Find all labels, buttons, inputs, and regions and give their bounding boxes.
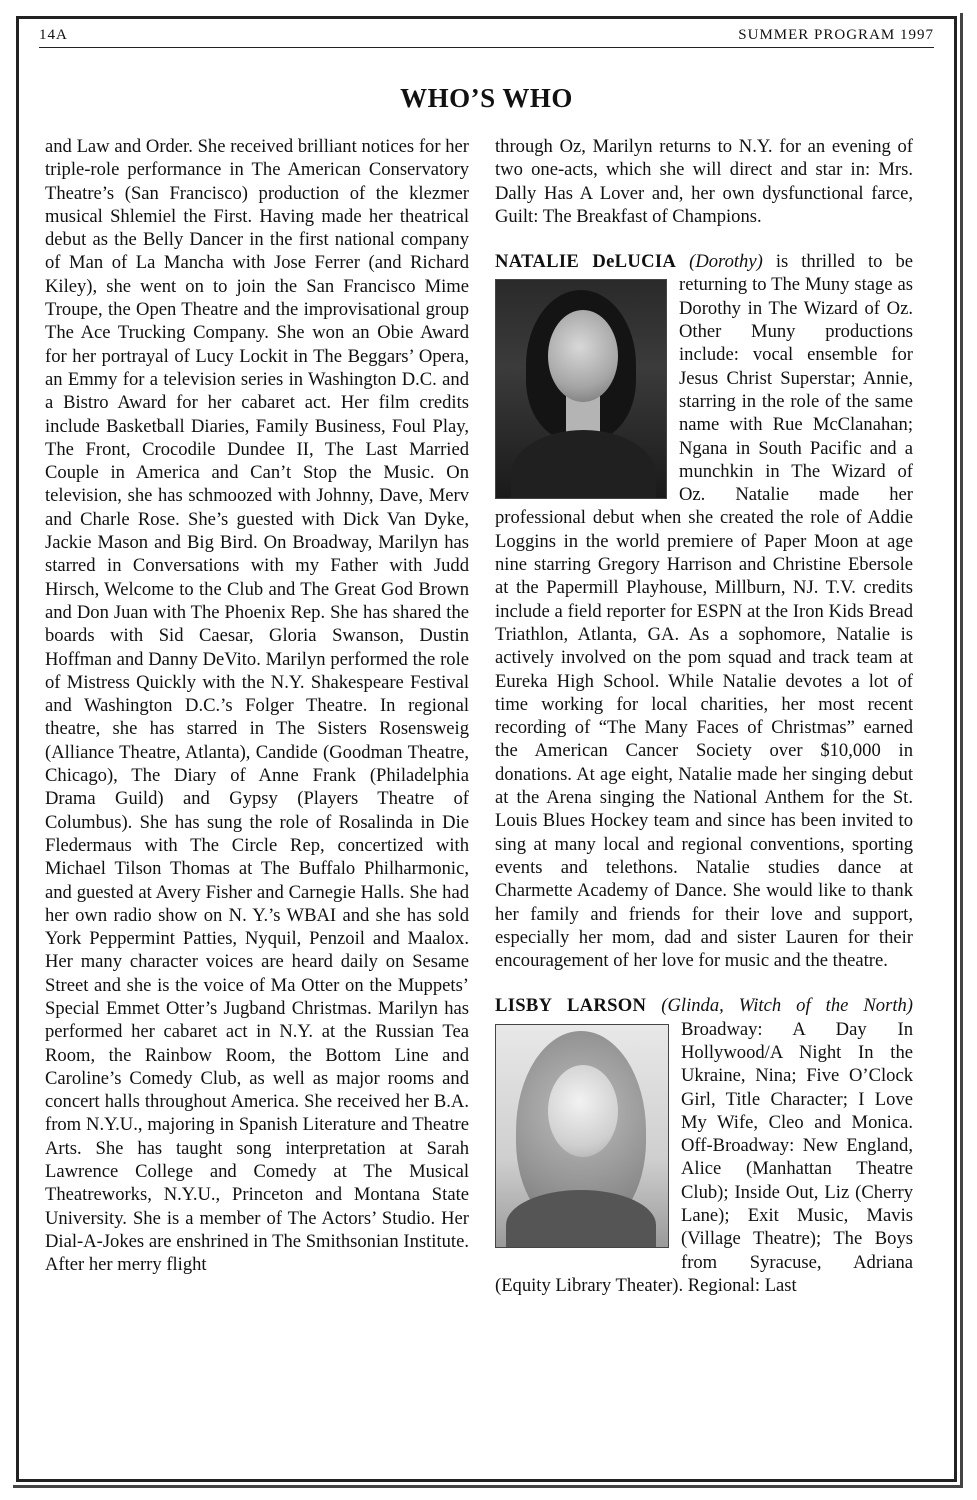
bio-text: Broadway: A Day In Hollywood/A Night In the Ukraine, Nina; Five O’Clock Girl, Title Character; I Love My Wife, Cleo and Monica. Off-Broadway: New England, Alice (Manhattan Theatre Club); Inside Out, Liz (Cherry Lane); Exit Music, Mavis (Village Theatre); The Boys from Syracuse, Adriana (Equity Library Theater). Regional: Last (495, 1018, 913, 1296)
bio-text: is thrilled to be returning to The Muny stage as Dorothy in The Wizard of Oz. Other Muny productions include: vocal ensemble for Jesus Christ Superstar; Annie, starring in the role of the same name with Rue McClanahan; Ngana in South Pacific and a munchkin in The Wizard of Oz. Natalie made her professional debut when she created the role of Addie Loggins in the world premiere of Paper Moon at age nine starring Gregory Harrison and Christine Ebersole at the Papermill Playhouse, Millburn, NJ. T.V. credits include a field reporter for ESPN at the Iron Kids Bread Triathlon, Atlanta, GA. As a sophomore, Natalie is actively involved on the pom squad and track team at Eureka High School. While Natalie devotes a lot of time working for local charities, her most recent recording of “The Many Faces of Christmas” earned the American Cancer Society over $10,000 in donations. At age eight, Natalie made her singing debut at the Arena singing the National Anthem for the St. Louis Blues Hockey team and since has been invited to sing at many local and regional conventions, sporting events and telethons. Natalie studies dance at Charmette Academy of Dance. She would like to thank her family and friends for their love and support, especially her mom, dad and sister Lauren for their encouragement of her love for music and the theatre. (495, 251, 914, 972)
page-header (39, 27, 934, 48)
bio-name: NATALIE DeLUCIA (495, 251, 677, 273)
right-column (495, 135, 913, 1297)
bio-lisby-larson (495, 994, 913, 1297)
headshot-photo-lisby (495, 1024, 669, 1248)
marilyn-bio-continuation: through Oz, Marilyn returns to N.Y. for an evening of two one-acts, which she will direct and star in: Mrs. Dally Has A Lover and, her own dysfunctional farce, Guilt: The Breakfast of Champions. (495, 136, 913, 227)
bio-name: LISBY LARSON (495, 995, 647, 1017)
marilyn-bio-text: and Law and Order. She received brilliant notices for her triple-role performance in The American Conservatory Theatre’s (San Francisco) production of the klezmer musical Shlemiel the First. Having made her theatrical debut as the Belly Dancer in the first national company of Man of La Mancha with Jose Ferrer (and Richard Kiley), she went on to join the San Francisco Mime Troupe, the Open Theatre and the improvisational group The Ace Trucking Company. She won an Obie Award for her portrayal of Lucy Lockit in The Beggars’ Opera, an Emmy for a television series in Washington D.C. and a Bistro Award for her cabaret act. Her film credits include Basketball Diaries, Family Business, Foul Play, The Front, Crocodile Dundee II, The Last Married Couple in America and Can’t Stop the Music. On television, she has schmoozed with Johnny, Dave, Merv and Charle Rose. She’s guested with Dick Van Dyke, Jackie Mason and Big Bird. On Broadway, Marilyn has starred in Conversations with my Father with Judd Hirsch, Welcome to the Club and The Great God Brown and Don Juan with The Phoenix Rep. She has shared the boards with Sid Caesar, Gloria Swanson, Dustin Hoffman and Danny DeVito. Marilyn performed the role of Mistress Quickly with the N.Y. Shakespeare Festival and Washington D.C.’s Folger Theatre. In regional theatre, she has starred in The Sisters Rosensweig (Alliance Theatre, Atlanta), Candide (Goodman Theatre, Chicago), The Diary of Anne Frank (Philadelphia Drama Guild) and Gypsy (Players Theatre of Columbus). She has sung the role of Rosalinda in Die Fledermaus with The Circle Rep, concertized with Michael Tilson Thomas at The Buffalo Philharmonic, and guested at Avery Fisher and Carnegie Halls. She had her own radio show on N. Y.’s WBAI and she has sold York Peppermint Patties, Nyquil, Penzoil and Maalox. Her many character voices are heard daily on Sesame Street and she is the voice of Ma Otter on the Muppets’ Special Emmet Otter’s Jugband Christmas. Marilyn has performed her cabaret act in N.Y. at the Russian Tea Room, the Rainbow Room, the Bottom Line and Caroline’s Comedy Club, as well as major rooms and concert halls throughout America. She received her B.A. from N.Y.U., majoring in Spanish Literature and Theatre Arts. She has taught song interpretation at Sarah Lawrence College and Comedy at The Musical Theatreworks, N.Y.U., Princeton and Montana State University. She is a member of The Actors’ Studio. Her Dial-A-Jokes are enshrined in The Smithsonian Institute. After her merry flight (45, 136, 469, 1276)
left-column (45, 135, 469, 1277)
bio-role: (Dorothy) (689, 251, 763, 273)
page-frame (16, 16, 957, 1482)
bio-role: (Glinda, Witch of the North) (661, 995, 913, 1017)
page-title: WHO’S WHO (400, 83, 573, 113)
headshot-photo-natalie (495, 279, 667, 499)
page-number: 14A (39, 27, 68, 43)
bio-natalie-delucia (495, 250, 913, 972)
program-title: SUMMER PROGRAM 1997 (738, 27, 934, 43)
